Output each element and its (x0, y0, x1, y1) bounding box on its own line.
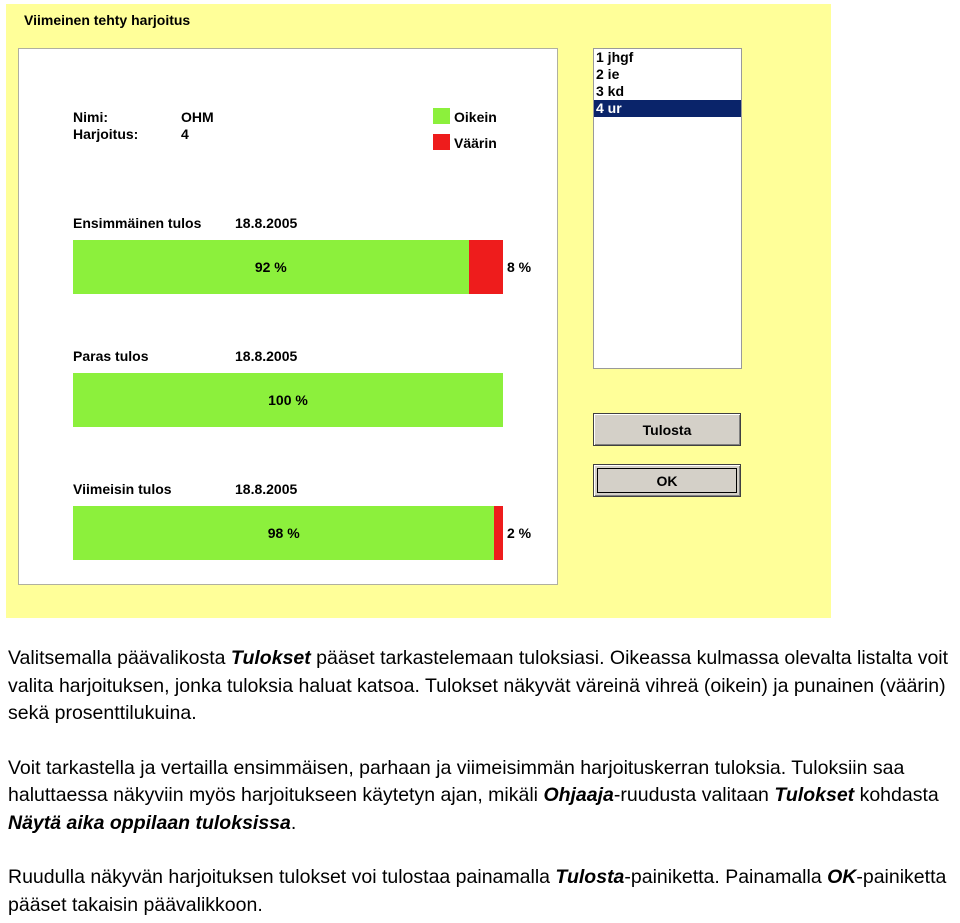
text-run: Voit tarkastella ja vertailla ensimmäisen, parhaan ja viimeisimmän harjoituskerran tuloksia. Tuloksiin saa haluttaessa näkyviin myös harjoitukseen käytetyn ajan, mikäli (8, 756, 905, 806)
result-bar-first (73, 240, 532, 294)
name-value: OHM (181, 109, 214, 125)
bar-correct-segment (73, 506, 494, 560)
print-button[interactable]: Tulosta (593, 413, 741, 446)
result-date-best: 18.8.2005 (235, 348, 298, 364)
emphasis-ok: OK (827, 866, 857, 888)
paragraph-intro (8, 645, 958, 728)
text-run: -ruudusta valitaan (613, 784, 775, 806)
bar-wrong-value: 8 % (506, 259, 532, 275)
bar-wrong-value: 2 % (506, 525, 532, 541)
name-label: Nimi: (73, 109, 108, 125)
result-title-first: Ensimmäinen tulos (73, 215, 202, 231)
exercise-label: Harjoitus: (73, 126, 139, 142)
emphasis-tulokset: Tulokset (774, 784, 855, 806)
emphasis-ohjaaja: Ohjaaja (543, 784, 614, 806)
result-title-best: Paras tulos (73, 348, 149, 364)
paragraph-compare (8, 755, 958, 838)
results-window (6, 4, 831, 618)
emphasis-tulosta: Tulosta (555, 866, 625, 888)
ok-button[interactable]: OK (593, 464, 741, 497)
bar-correct-value: 92 % (254, 259, 287, 275)
result-title-latest: Viimeisin tulos (73, 481, 172, 497)
legend-wrong-swatch (433, 134, 450, 150)
result-date-first: 18.8.2005 (235, 215, 298, 231)
exercise-list-item[interactable]: 4 ur (594, 100, 741, 117)
text-run: -painiketta. Painamalla (624, 866, 828, 888)
result-bar-latest (73, 506, 532, 560)
results-panel (18, 48, 558, 585)
text-run: -painiketta pääset takaisin päävalikkoon. (8, 866, 947, 916)
bar-correct-segment (73, 240, 469, 294)
exercise-list-item[interactable]: 3 kd (596, 83, 625, 99)
bar-wrong-segment (469, 240, 532, 294)
legend-correct-label: Oikein (454, 109, 497, 125)
text-run: Valitsemalla päävalikosta (8, 647, 231, 669)
bar-wrong-segment (494, 506, 532, 560)
legend-wrong-label: Väärin (454, 135, 497, 151)
result-bar-best (73, 373, 503, 427)
emphasis-tulokset: Tulokset (230, 647, 311, 669)
exercise-value: 4 (181, 126, 189, 142)
emphasis-show-time: Näytä aika oppilaan tuloksissa (8, 811, 291, 834)
text-run: kohdasta (854, 784, 939, 806)
text-run: pääset tarkastelemaan tuloksiasi. Oikeassa kulmassa olevalta listalta voit valita harjoituksen, jonka tuloksia haluat katsoa. Tulokset näkyvät väreinä vihreä (oikein) ja punainen (väärin) sekä prosenttilukuina. (8, 647, 949, 724)
text-run: Ruudulla näkyvän harjoituksen tulokset voi tulostaa painamalla (8, 866, 556, 888)
legend-correct-swatch (433, 108, 450, 124)
exercise-list-item[interactable]: 2 ie (596, 66, 620, 82)
text-run: . (290, 811, 297, 834)
instructions-text (8, 645, 958, 919)
paragraph-buttons (8, 864, 958, 919)
exercise-listbox[interactable] (593, 48, 742, 369)
window-title: Viimeinen tehty harjoitus (24, 12, 191, 28)
bar-correct-value: 100 % (268, 392, 308, 408)
exercise-list-item[interactable]: 1 jhgf (596, 49, 634, 65)
bar-correct-segment (73, 373, 503, 427)
bar-correct-value: 98 % (267, 525, 300, 541)
result-date-latest: 18.8.2005 (235, 481, 298, 497)
